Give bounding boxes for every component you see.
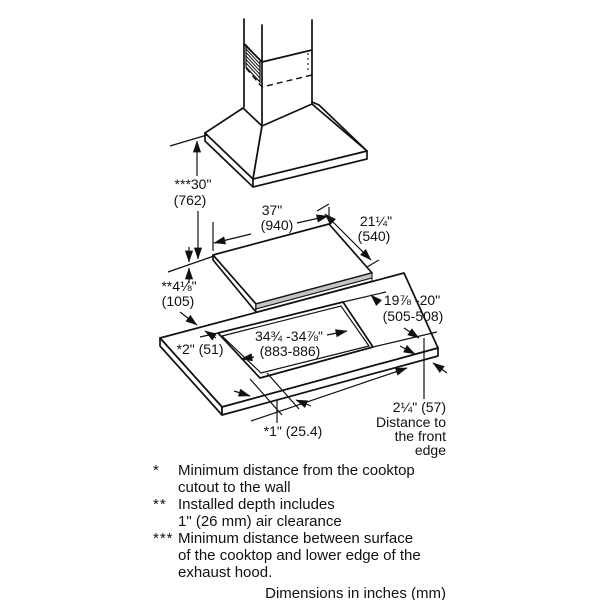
dim-cutout-depth-inches: 19⅞ -20" [383, 292, 441, 308]
units-caption: Dimensions in inches (mm) [265, 585, 446, 600]
dim-hood-clearance-mm: (762) [173, 192, 207, 208]
dim-front-edge-label2: the front [394, 428, 446, 444]
footnote-1-line-2: cutout to the wall [178, 479, 291, 496]
dim-front-edge-label3: edge [414, 442, 446, 458]
dim-cooktop-width-inches: 37" [261, 202, 283, 218]
dim-front-edge-label1: Distance to [375, 414, 446, 430]
footnote-2-line-2: 1" (26 mm) air clearance [178, 513, 342, 530]
footnote-1-line-1: Minimum distance from the cooktop [178, 462, 415, 479]
footnote-3-line-1: Minimum distance between surface [178, 530, 414, 547]
dim-cooktop-width-mm: (940) [260, 217, 294, 233]
exhaust-hood-illustration [205, 19, 367, 187]
dim-cutout-depth-mm: (505-508) [382, 308, 444, 324]
dim-cooktop-depth-inches: 21¼" [359, 213, 393, 229]
dim-cooktop-depth-mm: (540) [357, 228, 391, 244]
footnote-2-text [178, 496, 342, 530]
footnotes [153, 462, 453, 581]
footnote-3-line-3: exhaust hood. [178, 564, 273, 581]
dim-front-edge-value: 2¼" (57) [392, 399, 446, 415]
dim-side-clearance: *1" (25.4) [263, 423, 323, 439]
dim-hood-clearance-inches: ***30" [174, 176, 212, 192]
footnote-2-line-1: Installed depth includes [178, 496, 335, 513]
footnote-3-text [178, 530, 421, 581]
footnote-2-marker: ** [153, 496, 167, 513]
footnote-3-line-2: of the cooktop and lower edge of the [178, 547, 421, 564]
dim-installed-depth-mm: (105) [161, 293, 195, 309]
footnote-2 [153, 496, 453, 530]
footnote-1-text [178, 462, 415, 496]
dim-installed-depth-inches: **4⅛" [161, 278, 197, 294]
dim-cutout-width-inches: 34¾ -34⅞" [254, 328, 324, 344]
dim-rear-clearance: *2" (51) [176, 341, 224, 357]
footnote-1 [153, 462, 453, 496]
footnote-1-marker: * [153, 462, 160, 479]
footnote-3 [153, 530, 453, 581]
footnote-3-marker: *** [153, 530, 174, 547]
dim-cutout-width-mm: (883-886) [259, 343, 321, 359]
